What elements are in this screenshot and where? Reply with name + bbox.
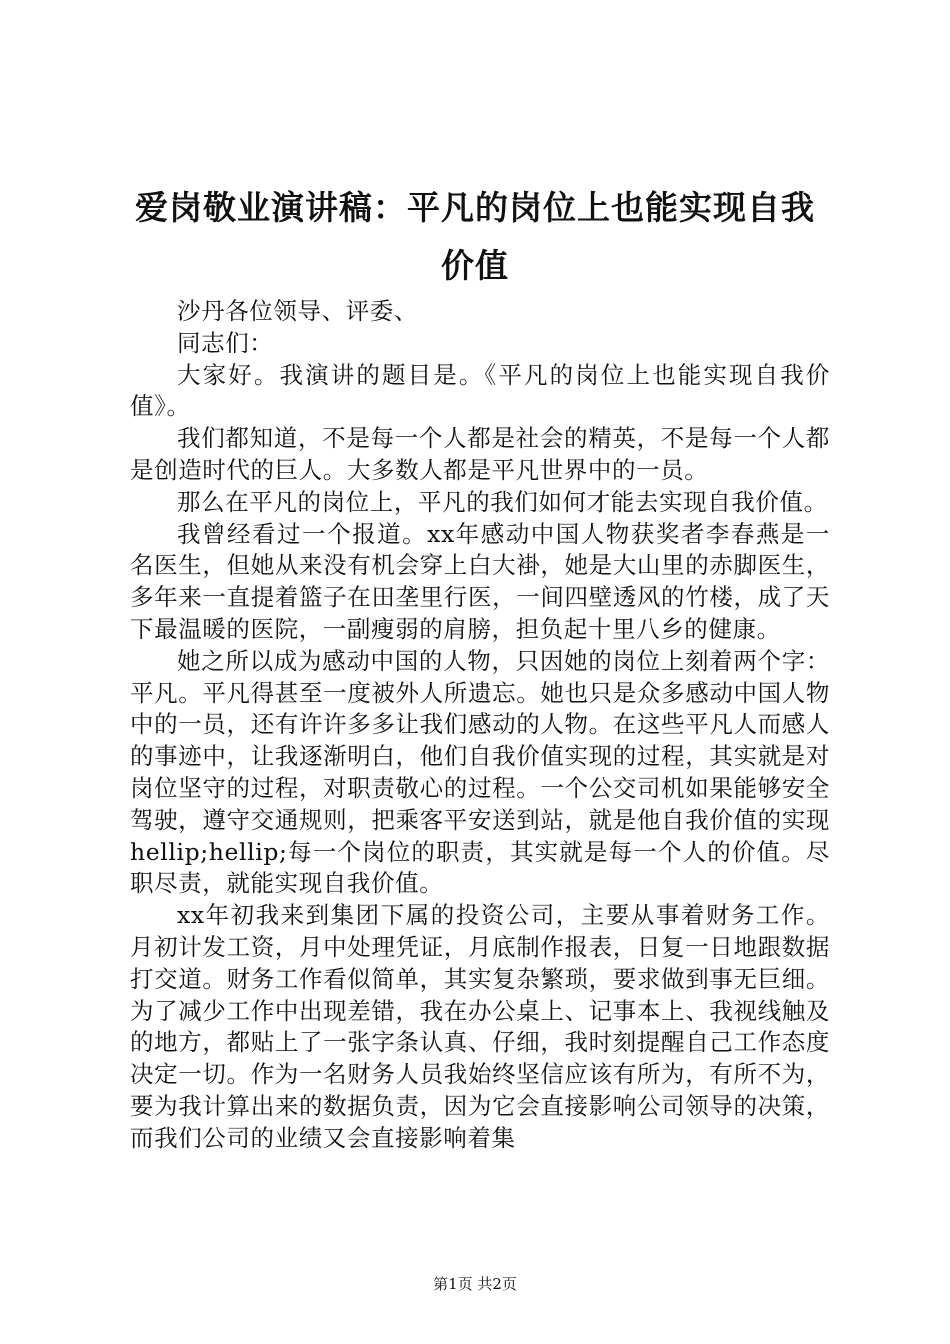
paragraph: xx年初我来到集团下属的投资公司，主要从事着财务工作。月初计发工资，月中处理凭证，月底制作报表，日复一日地跟数据打交道。财务工作看似简单，其实复杂繁琐，要求做到事无巨细。为了减少工作中出现差错，我在办公桌上、记事本上、我视线触及的地方，都贴上了一张字条认真、仔细，我时刻提醒自己工作态度决定一切。作为一名财务人员我始终坚信应该有所为，有所不为，要为我计算出来的数据负责，因为它会直接影响公司领导的决策，而我们公司的业绩又会直接影响着集 [130, 901, 830, 1152]
document-title: 爱岗敬业演讲稿：平凡的岗位上也能实现自我价值 [135, 188, 815, 286]
paragraph: 那么在平凡的岗位上，平凡的我们如何才能去实现自我价值。 [177, 487, 828, 516]
paragraph: 她之所以成为感动中国的人物，只因她的岗位上刻着两个字：平凡。平凡得甚至一度被外人所遗忘。她也只是众多感动中国人物中的一员，还有许许多多让我们感动的人物。在这些平凡人而感人的事迹中，让我逐渐明白，他们自我价值实现的过程，其实就是对岗位坚守的过程，对职责敬心的过程。一个公交司机如果能够安全驾驶，遵守交通规则，把乘客平安送到站，就是他自我价值的实现hellip;hellip;每一个岗位的职责，其实就是每一个人的价值。尽职尽责，就能实现自我价值。 [130, 646, 830, 898]
paragraph: 我们都知道，不是每一个人都是社会的精英，不是每一个人都是创造时代的巨人。大多数人都是平凡世界中的一员。 [130, 424, 830, 484]
paragraph: 我曾经看过一个报道。xx年感动中国人物获奖者李春燕是一名医生，但她从来没有机会穿上白大褂，她是大山里的赤脚医生，多年来一直提着篮子在田垄里行医，一间四壁透风的竹楼，成了天下最温暖的医院，一副瘦弱的肩膀，担负起十里八乡的健康。 [130, 519, 830, 643]
paragraph: 大家好。我演讲的题目是。《平凡的岗位上也能实现自我价值》。 [130, 360, 830, 421]
paragraph-salutation-2: 同志们： [177, 328, 274, 357]
paragraph-salutation: 沙丹各位领导、评委、 [177, 297, 418, 325]
document-body [130, 296, 830, 1155]
page-footer: 第1页 共2页 [433, 1275, 517, 1293]
